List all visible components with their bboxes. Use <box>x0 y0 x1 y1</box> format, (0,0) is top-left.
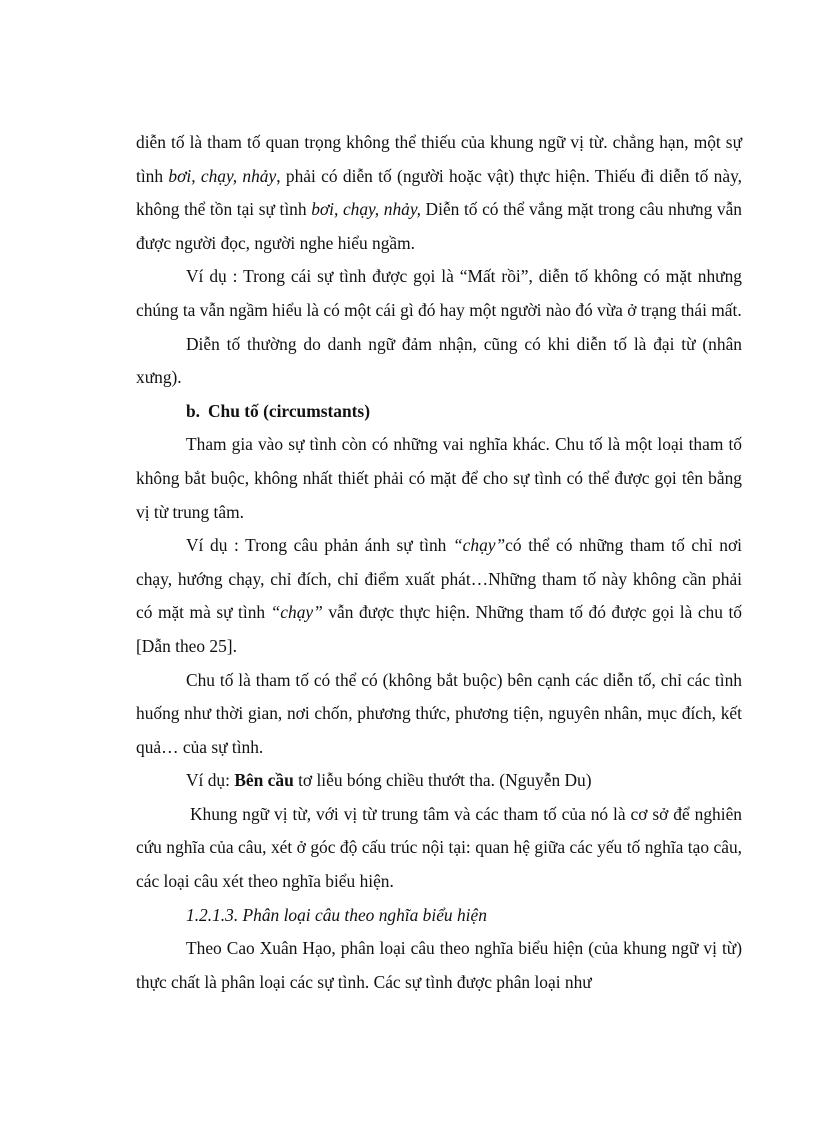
text-run: vẫn được thực hiện. Những tham tố đó được gọi là chu tố [Dẫn theo 25]. <box>136 602 742 656</box>
italic-example: “chạy” <box>452 535 506 556</box>
bold-example: Bên cầu <box>234 770 294 791</box>
text-run: diễn tố là tham tố quan trọng không thể thiếu của khung ngữ vị từ. chẳng hạn, một sự tình <box>136 132 742 186</box>
paragraph-actant-noun-phrase: Diễn tố thường do danh ngữ đảm nhận, cũng có khi diễn tố là đại từ (nhân xưng). <box>136 333 742 388</box>
paragraph-predicate-frame: Khung ngữ vị từ, với vị từ trung tâm và các tham tố của nó là cơ sở để nghiên cứu nghĩa của câu, xét ở góc độ cấu trúc nội tại: quan hệ giữa các yếu tố nghĩa tạo câu, các loại câu xét theo nghĩa biểu hiện. <box>136 803 742 892</box>
paragraph-actant-definition <box>136 126 742 260</box>
text-run: Ví dụ : Trong câu phản ánh sự tình <box>186 535 453 556</box>
italic-example: bơi, chạy, nhảy, <box>311 199 421 220</box>
paragraph-example-chay <box>136 529 742 663</box>
heading-marker: b. <box>186 400 201 421</box>
heading-text: Chu tố (circumstants) <box>208 400 370 421</box>
italic-example: “chạy” <box>270 602 323 623</box>
paragraph-example-mat-roi: Ví dụ : Trong cái sự tình được gọi là “Mất rồi”, diễn tố không có mặt nhưng chúng ta vẫn ngầm hiểu là có một cái gì đó hay một người nào đó vừa ở trạng thái mất. <box>136 266 742 320</box>
paragraph-example-ben-cau <box>136 764 742 798</box>
text-run: , phải có diễn tố (người hoặc vật) thực hiện. Thiếu đi diễn tố này, không thể tồn tại sự tình <box>136 165 743 220</box>
paragraph-circumstant-intro: Tham gia vào sự tình còn có những vai nghĩa khác. Chu tố là một loại tham tố không bắt buộc, không nhất thiết phải có mặt để cho sự tình có thể được gọi tên bằng vị từ trung tâm. <box>136 434 742 522</box>
document-page <box>136 126 742 999</box>
text-run: Diễn tố có thể vắng mặt trong câu nhưng vẫn được người đọc, người nghe hiểu ngầm. <box>136 199 742 253</box>
text-run: có thể có những tham tố chỉ nơi chạy, hướng chạy, chỉ đích, chỉ điểm xuất phát…Những tham tố này không cần phải có mặt mà sự tình <box>136 535 742 623</box>
italic-example: bơi, chạy, nhảy <box>168 165 277 186</box>
text-run: tơ liễu bóng chiều thướt tha. (Nguyễn Du) <box>293 770 592 791</box>
paragraph-classification: Theo Cao Xuân Hạo, phân loại câu theo nghĩa biểu hiện (của khung ngữ vị từ) thực chất là phân loại các sự tình. Các sự tình được phân loại như <box>136 938 742 992</box>
section-heading-b <box>136 395 742 429</box>
paragraph-circumstant-definition: Chu tố là tham tố có thể có (không bắt buộc) bên cạnh các diễn tố, chỉ các tình huống như thời gian, nơi chốn, phương thức, phương tiện, nguyên nhân, mục đích, kết quả… của sự tình. <box>136 669 742 757</box>
subsection-heading: 1.2.1.3. Phân loại câu theo nghĩa biểu hiện <box>186 904 487 925</box>
text-run: Ví dụ: <box>186 770 235 791</box>
